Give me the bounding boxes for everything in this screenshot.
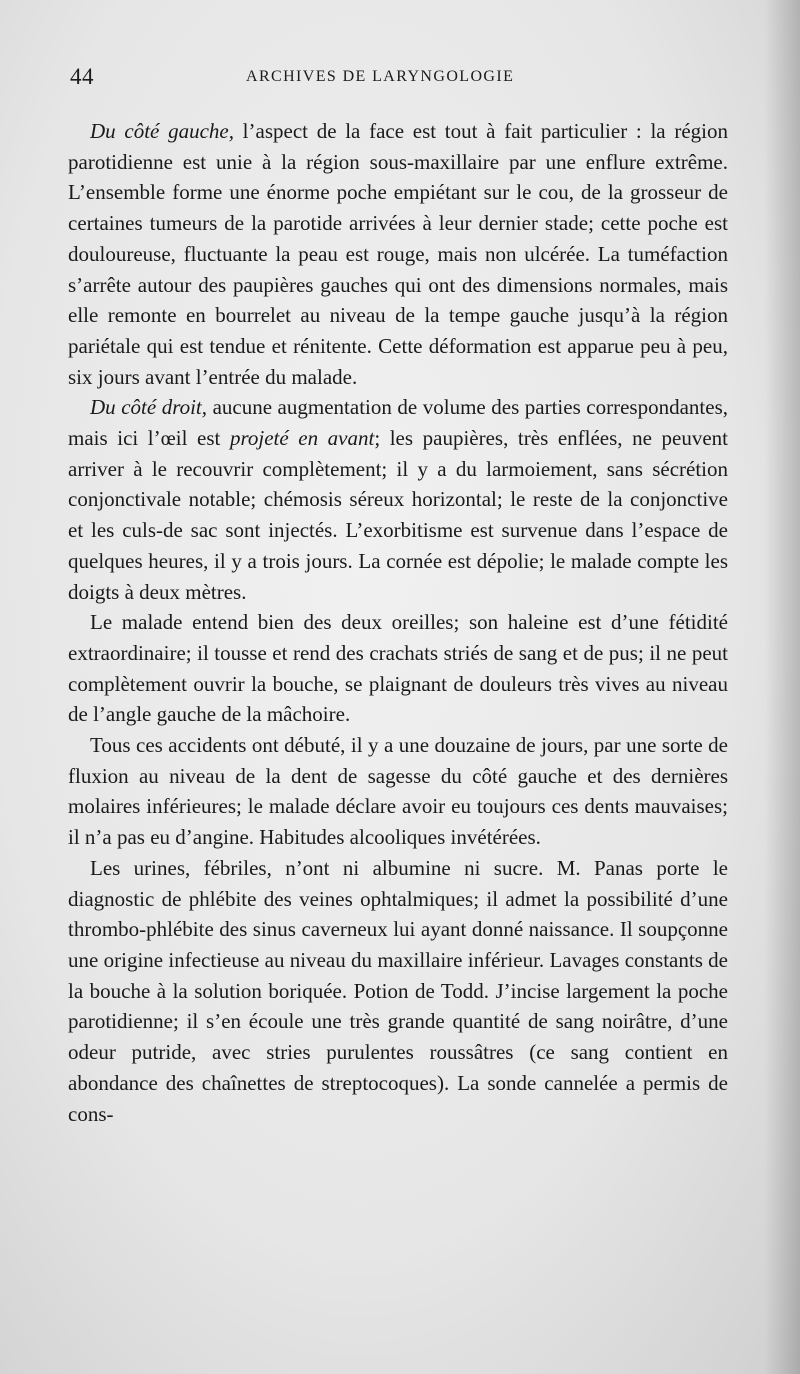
page-number: 44	[70, 64, 94, 89]
paragraph-text: ; les paupières, très enflées, ne peuvent arriver à le recouvrir complètement; il y a du larmoiement, sans sécrétion conjonctivale notable; chémosis séreux horizontal; le reste de la conjonctive et les culs-de sac sont injectés. L’exorbitisme est survenue dans l’espace de quelques heures, il y a trois jours. La cornée est dépolie; le malade compte les doigts à deux mètres.	[68, 426, 728, 604]
paragraph-left-side	[68, 116, 728, 392]
paragraph-diagnosis	[68, 853, 728, 1129]
italic-lead: Du côté gauche,	[90, 119, 234, 143]
italic-inline: projeté en avant	[229, 426, 375, 451]
paragraph-text: Le malade entend bien des deux oreilles; son haleine est d’une fétidité extraordinaire; il tousse et rend des crachats striés de sang et de pus; il ne peut complètement ouvrir la bouche, se plaignant de douleurs très vives au niveau de l’angle gauche de la mâchoire.	[68, 610, 728, 727]
paragraph-text: l’aspect de la face est tout à fait particulier : la région parotidienne est unie à la région sous-maxillaire par une enflure extrême. L’ensemble forme une énorme poche empiétant sur le cou, de la grosseur de certaines tumeurs de la parotide arrivées à leur dernier stade; cette poche est douloureuse, fluctuante la peau est rouge, mais non ulcérée. La tuméfaction s’arrête autour des paupières gauches qui ont des dimensions normales, mais elle remonte en bourrelet au niveau de la tempe gauche jusqu’à la région pariétale qui est tendue et rénitente. Cette déformation est apparue peu à peu, six jours avant l’entrée du malade.	[68, 119, 728, 389]
body-text	[68, 116, 728, 1129]
paragraph-text: Les urines, fébriles, n’ont ni albumine ni sucre. M. Panas porte le diagnostic de phlébite des veines ophtalmiques; il admet la possibilité d’une thrombo-phlébite des sinus caverneux lui ayant donné naissance. Il soupçonne une origine infectieuse au niveau du maxillaire inférieur. Lavages constants de la bouche à la solution boriquée. Potion de Todd. J’incise largement la poche parotidienne; il s’en écoule une très grande quantité de sang noirâtre, d’une odeur putride, avec stries purulentes roussâtres (ce sang contient en abondance des chaînettes de streptocoques). La sonde cannelée a permis de cons-	[68, 855, 728, 1126]
page-header	[70, 64, 730, 94]
italic-lead: Du côté droit,	[90, 395, 208, 420]
paragraph-text: aucune augmentation de volume des parties correspondantes, mais ici l’œil est	[68, 395, 728, 451]
paragraph-symptoms	[68, 607, 728, 730]
paragraph-right-side	[68, 392, 728, 607]
running-title: ARCHIVES DE LARYNGOLOGIE	[246, 68, 515, 85]
paragraph-text: Tous ces accidents ont débuté, il y a une douzaine de jours, par une sorte de fluxion au niveau de la dent de sagesse du côté gauche et des dernières molaires inférieures; le malade déclare avoir eu toujours ces dents mauvaises; il n’a pas eu d’angine. Habitudes alcooliques invétérées.	[68, 733, 728, 850]
paragraph-history	[68, 730, 728, 853]
